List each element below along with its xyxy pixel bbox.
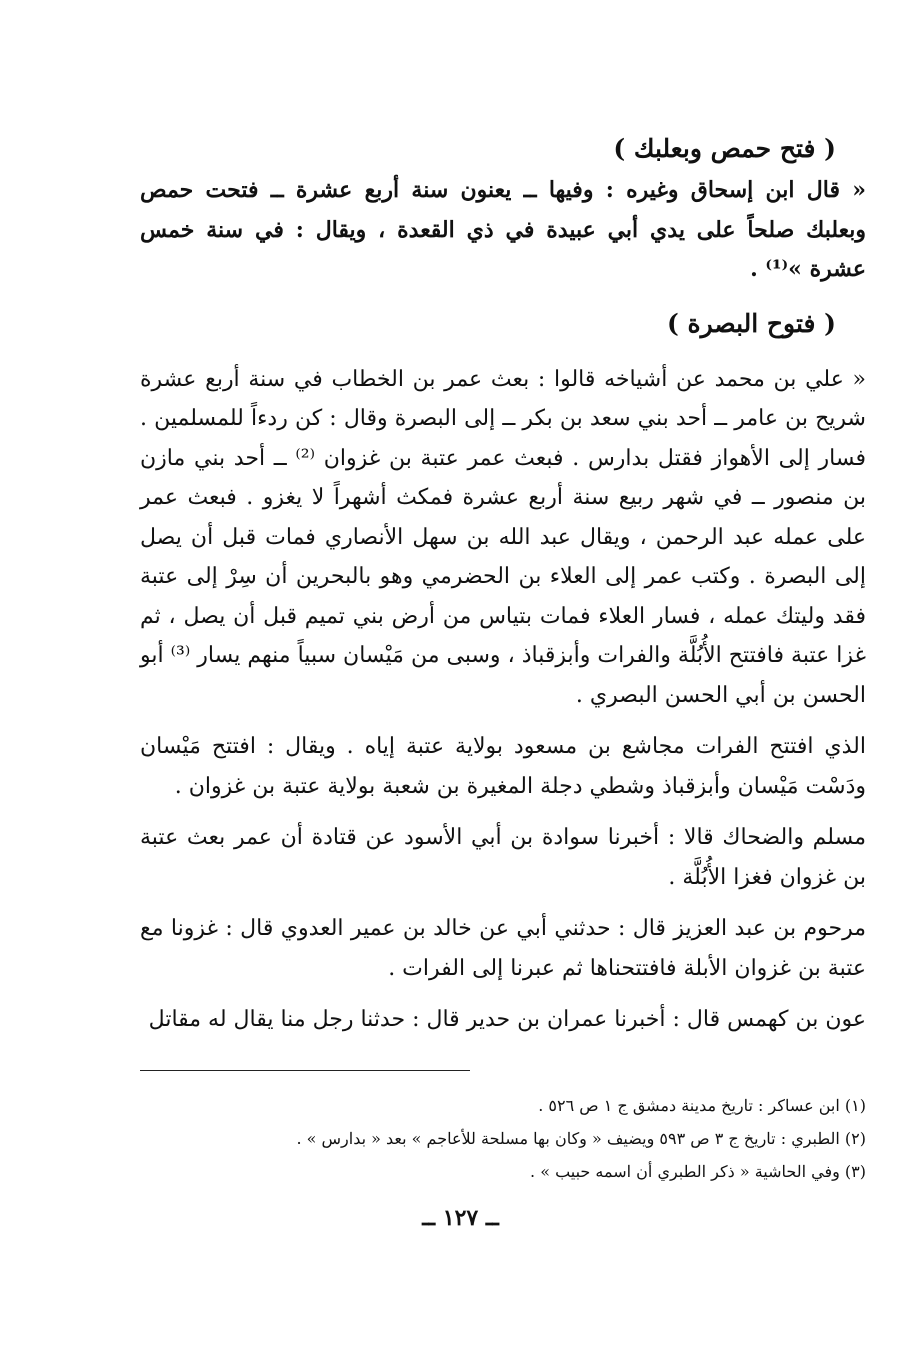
paragraph-basra-3: مسلم والضحاك قالا : أخبرنا سوادة بن أبي الأسود عن قتادة أن عمر بعث عتبة بن غزوان فغزا الأُبُلَّة .: [140, 825, 866, 890]
footnotes: [140, 1070, 866, 1188]
paragraph-homs-baalbek: « قال ابن إسحاق وغيره : وفيها ــ يعنون سنة أربع عشرة ــ فتحت حمص وبعلبك صلحاً على يدي أبي عبيدة في ذي القعدة ، ويقال : في سنة خمس عشرة »⁽¹⁾ .: [140, 177, 866, 282]
page-number: ــ ١٢٧ ــ: [422, 1205, 499, 1231]
paragraph-basra-4: مرحوم بن عبد العزيز قال : حدثني أبي عن خالد بن عمير العدوي قال : غزونا مع عتبة بن غزوان الأبلة فافتتحناها ثم عبرنا إلى الفرات .: [140, 916, 866, 981]
paragraph-basra-2: الذي افتتح الفرات مجاشع بن مسعود بولاية عتبة إياه . ويقال : افتتح مَيْسان ودَسْت مَيْسان وأبزقباذ وشطي دجلة المغيرة بن شعبة بولاية عتبة بن غزوان .: [140, 734, 866, 799]
main-text: [140, 115, 866, 1052]
footnote-3: (٣) وفي الحاشية « ذكر الطبري أن اسمه حبيب » .: [530, 1162, 866, 1181]
section-heading-homs-baalbek: ( فتح حمص وبعلبك ): [613, 134, 836, 163]
paragraph-basra-5: عون بن كهمس قال : أخبرنا عمران بن حدير قال : حدثنا رجل منا يقال له مقاتل: [148, 1007, 866, 1032]
footnote-1: (١) ابن عساكر : تاريخ مدينة دمشق ج ١ ص ٥٢٦ .: [538, 1096, 866, 1115]
footnote-divider: [140, 1070, 470, 1071]
footnote-2: (٢) الطبري : تاريخ ج ٣ ص ٥٩٣ ويضيف « وكان بها مسلحة للأعاجم » بعد « بدارس » .: [296, 1129, 866, 1148]
paragraph-basra-1: « علي بن محمد عن أشياخه قالوا : بعث عمر بن الخطاب في سنة أربع عشرة شريح بن عامر ــ أحد بني سعد بن بكر ــ إلى البصرة وقال : كن ردءاً للمسلمين . فسار إلى الأهواز فقتل بدارس . فبعث عمر عتبة بن غزوان ⁽²⁾ ــ أحد بني مازن بن منصور ــ في شهر ربيع سنة أربع عشرة فمكث أشهراً لا يغزو . فبعث عمر على عمله عبد الرحمن ، ويقال عبد الله بن سهل الأنصاري فمات قبل أن يصل إلى البصرة . وكتب عمر إلى العلاء بن الحضرمي وهو بالبحرين أن سِرْ إلى عتبة فقد وليتك عمله ، فسار العلاء فمات بتياس من أرض بني تميم قبل أن يصل ، ثم غزا عتبة فافتتح الأُبُلَّة والفرات وأبزقباذ ، وسبى من مَيْسان سبياً منهم يسار ⁽³⁾ أبو الحسن بن أبي الحسن البصري .: [140, 366, 867, 708]
section-heading-basra: ( فتوح البصرة ): [667, 308, 836, 338]
